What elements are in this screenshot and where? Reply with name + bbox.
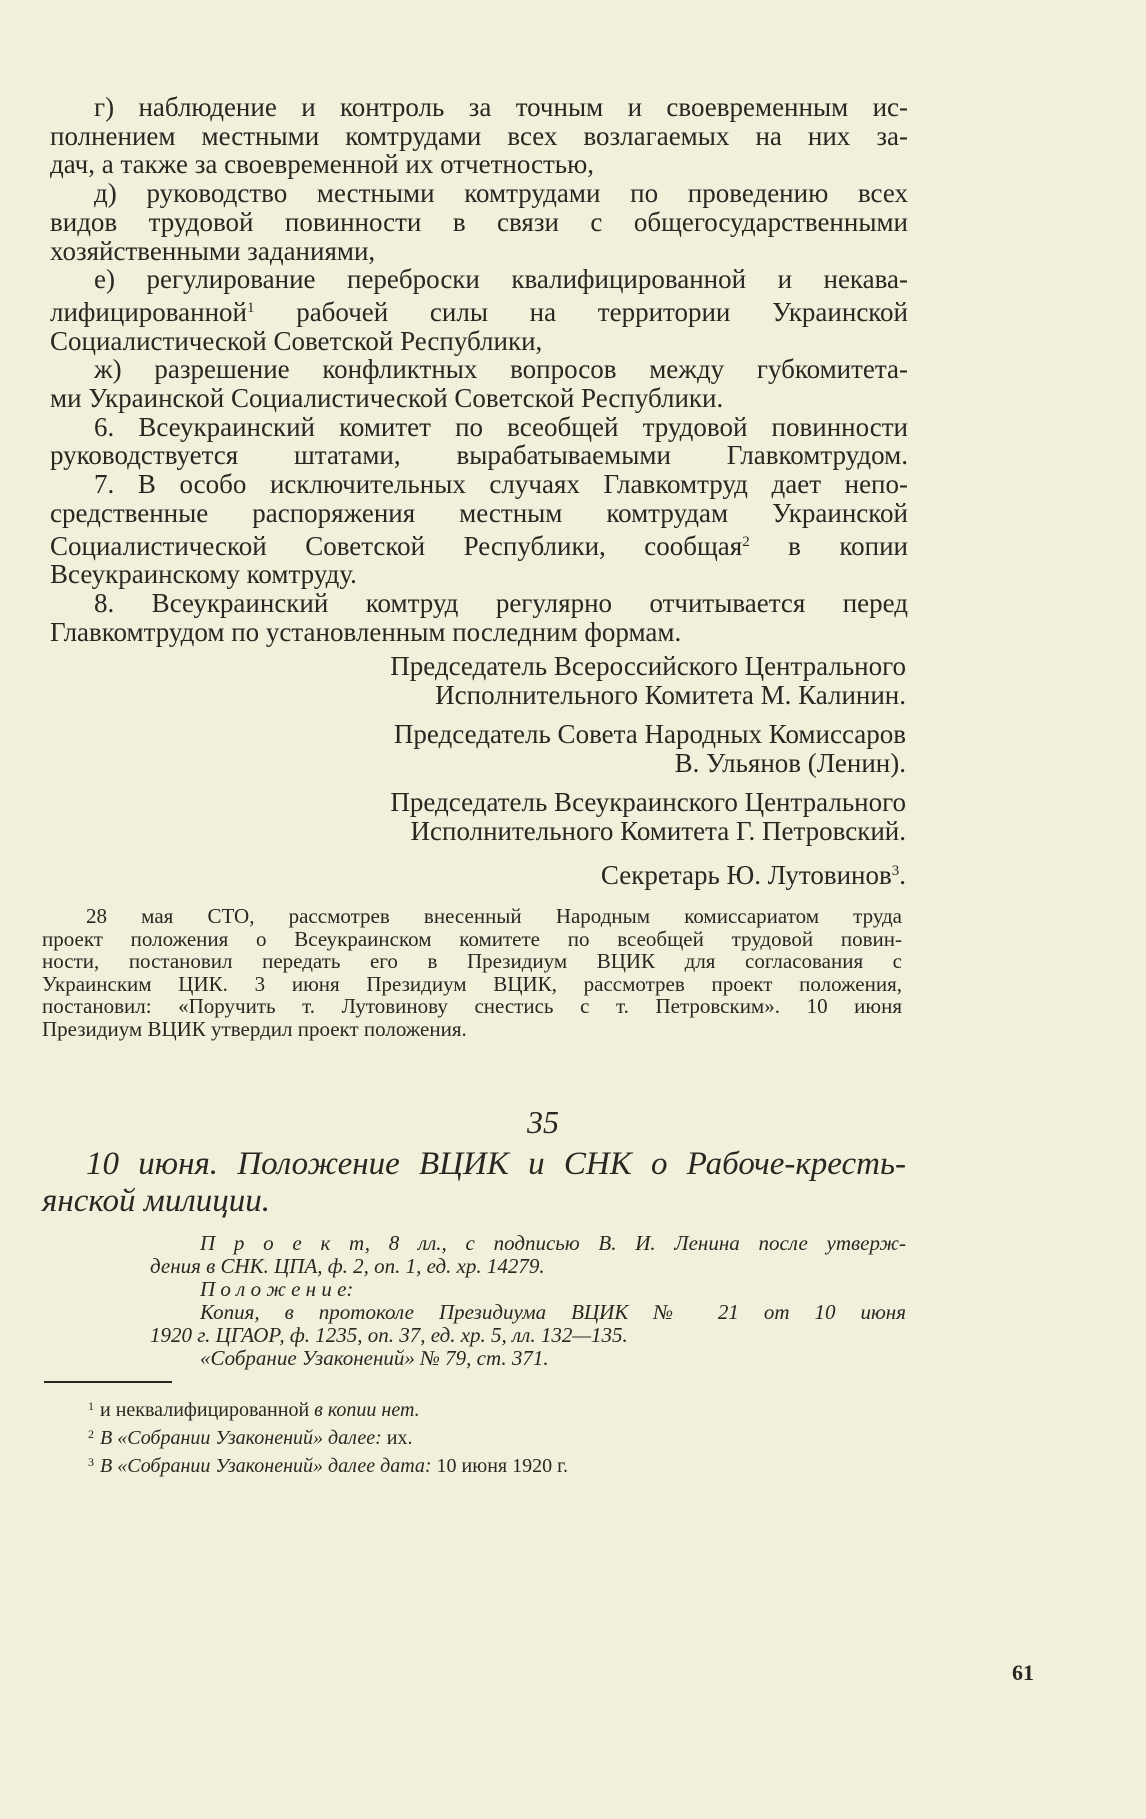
- text-segment: ми Украинской Социалистической Советской Республики.: [50, 383, 724, 414]
- footnote-text-italic: В «Собрании Узаконений» далее:: [100, 1427, 387, 1449]
- text-line: [50, 384, 908, 413]
- text-line: [42, 1018, 902, 1041]
- text-segment: дач, а также за своевременной их отчетностью,: [50, 149, 595, 180]
- page-number: 61: [1012, 1660, 1034, 1685]
- text-line: [50, 528, 908, 561]
- signature-end: .: [899, 860, 906, 890]
- text-line: [50, 179, 908, 208]
- text-segment: полнением местными комтрудами всех возлагаемых на них за-: [50, 120, 908, 151]
- text-segment: проект положения о Всеукраинском комитете по всеобщей трудовой повин-: [42, 926, 902, 951]
- text-line: [50, 150, 908, 179]
- text-line: [50, 413, 908, 442]
- text-line: [50, 93, 908, 122]
- text-segment: видов трудовой повинности в связи с общегосударственными: [50, 206, 908, 237]
- text-segment: руководствуется штатами, вырабатываемыми Главкомтрудом.: [50, 440, 908, 471]
- text-line: [50, 265, 908, 294]
- text-segment: средственные распоряжения местным комтрудам Украинской: [50, 497, 908, 528]
- footnote-ref: 2: [742, 533, 750, 550]
- text-segment: хозяйственными заданиями,: [50, 235, 376, 266]
- title-line: янской милиции.: [42, 1183, 270, 1219]
- signature-lenin: [394, 720, 906, 777]
- text-segment: дения в СНК. ЦПА, ф. 2, оп. 1, ед. хр. 14279.: [150, 1254, 545, 1278]
- text-line: [50, 122, 908, 151]
- text-segment: постановил: «Поручить т. Лутовинову снестись с т. Петровским». 10 июня: [42, 994, 902, 1019]
- signature-line: Председатель Всеукраинского Центрального: [390, 787, 906, 817]
- signature-line: В. Ульянов (Ленин).: [674, 747, 906, 778]
- signature-kalinin: [390, 652, 906, 709]
- text-line: [50, 470, 908, 499]
- text-segment: 1920 г. ЦГАОР, ф. 1235, оп. 37, ед. хр. 5, лл. 132—135.: [150, 1323, 628, 1347]
- signature-line: Исполнительного Комитета Г. Петровский.: [410, 815, 906, 846]
- text-line: [150, 1255, 906, 1278]
- text-line: [200, 1232, 906, 1255]
- text-line: [42, 950, 902, 973]
- text-segment: П о л о ж е н и е:: [200, 1277, 354, 1301]
- text-segment: «Собрание Узаконений» № 79, ст. 371.: [200, 1346, 549, 1370]
- text-segment: 28 мая СТО, рассмотрев внесенный Народным комиссариатом труда: [86, 904, 902, 928]
- text-segment: Украинским ЦИК. 3 июня Президиум ВЦИК, рассмотрев проект положения,: [42, 971, 902, 996]
- footnote: [88, 1394, 568, 1422]
- text-segment: ж) разрешение конфликтных вопросов между губкомитета-: [94, 354, 908, 385]
- text-line: [150, 1324, 906, 1347]
- text-segment: Всеукраинскому комтруду.: [50, 559, 357, 590]
- text-segment: 7. В особо исключительных случаях Главкомтруд дает непо-: [94, 469, 908, 500]
- title-line: 10 июня. Положение ВЦИК и СНК о Рабоче-кресть-: [86, 1146, 906, 1182]
- signature-petrovsky: [390, 788, 906, 845]
- text-line: [200, 1347, 906, 1370]
- text-segment: е) регулирование переброски квалифицированной и некава-: [94, 264, 908, 295]
- text-segment: 6. Всеукраинский комитет по всеобщей трудовой повинности: [94, 411, 908, 442]
- text-line: [50, 441, 908, 470]
- text-line: [50, 294, 908, 327]
- footnote-text-italic: В «Собрании Узаконений» далее дата:: [100, 1455, 437, 1477]
- text-segment: г) наблюдение и контроль за точным и своевременным ис-: [94, 92, 908, 122]
- text-line: [50, 499, 908, 528]
- text-segment: Социалистической Советской Республики, сообщая: [50, 530, 743, 561]
- footnote-number: 1: [88, 1399, 94, 1413]
- signature-lutovinov: [601, 857, 906, 890]
- footnote-text-italic: в копии нет.: [314, 1399, 420, 1421]
- text-segment: д) руководство местными комтрудами по проведению всех: [94, 178, 908, 209]
- footnote-text: и неквалифицированной: [100, 1399, 315, 1421]
- editorial-note: [42, 905, 902, 1041]
- text-line: [42, 928, 902, 951]
- text-line: [200, 1278, 906, 1301]
- text-segment: П р о е к т, 8 лл., с подписью В. И. Ленина после утверж-: [200, 1231, 906, 1255]
- footnote-text: 10 июня 1920 г.: [436, 1455, 569, 1477]
- footnote-divider: [44, 1381, 172, 1383]
- text-line: [50, 355, 908, 384]
- text-line: [42, 973, 902, 996]
- text-segment: ности, постановил передать его в Президиум ВЦИК для согласования с: [42, 949, 902, 974]
- text-segment: в копии: [749, 530, 909, 561]
- footnote-ref: 3: [891, 863, 900, 879]
- signature-line: Председатель Совета Народных Комиссаров: [393, 719, 906, 749]
- footnote-text: их.: [386, 1427, 413, 1449]
- footnote: [88, 1450, 568, 1478]
- text-segment: рабочей силы на территории Украинской: [254, 296, 908, 327]
- document-title: [42, 1146, 906, 1220]
- text-line: [50, 327, 908, 356]
- text-line: [50, 208, 908, 237]
- text-line: [42, 995, 902, 1018]
- text-line: [50, 618, 908, 647]
- text-line: [50, 237, 908, 266]
- main-text: [50, 93, 908, 646]
- text-line: [42, 905, 902, 928]
- signature-line: Исполнительного Комитета М. Калинин.: [435, 679, 906, 710]
- text-segment: Социалистической Советской Республики,: [50, 325, 543, 356]
- source-notes: [150, 1231, 906, 1370]
- text-segment: Копия, в протоколе Президиума ВЦИК № 21 от 10 июня: [200, 1300, 906, 1324]
- text-line: [50, 560, 908, 589]
- text-line: [200, 1301, 906, 1324]
- footnote-ref: 1: [247, 299, 255, 316]
- footnote-number: 2: [88, 1427, 94, 1441]
- document-number: 35: [527, 1104, 559, 1140]
- text-segment: 8. Всеукраинский комтруд регулярно отчитывается перед: [94, 587, 908, 618]
- footnote: [88, 1422, 568, 1450]
- text-segment: Главкомтрудом по установленным последним формам.: [50, 616, 682, 647]
- footnote-number: 3: [88, 1455, 94, 1469]
- footnotes: [88, 1394, 568, 1478]
- signature-line: Председатель Всероссийского Центрального: [390, 651, 906, 681]
- text-line: [50, 589, 908, 618]
- signature-line: Секретарь Ю. Лутовинов: [600, 860, 892, 890]
- text-segment: Президиум ВЦИК утвердил проект положения.: [42, 1016, 467, 1041]
- text-segment: лифицированной: [50, 296, 247, 327]
